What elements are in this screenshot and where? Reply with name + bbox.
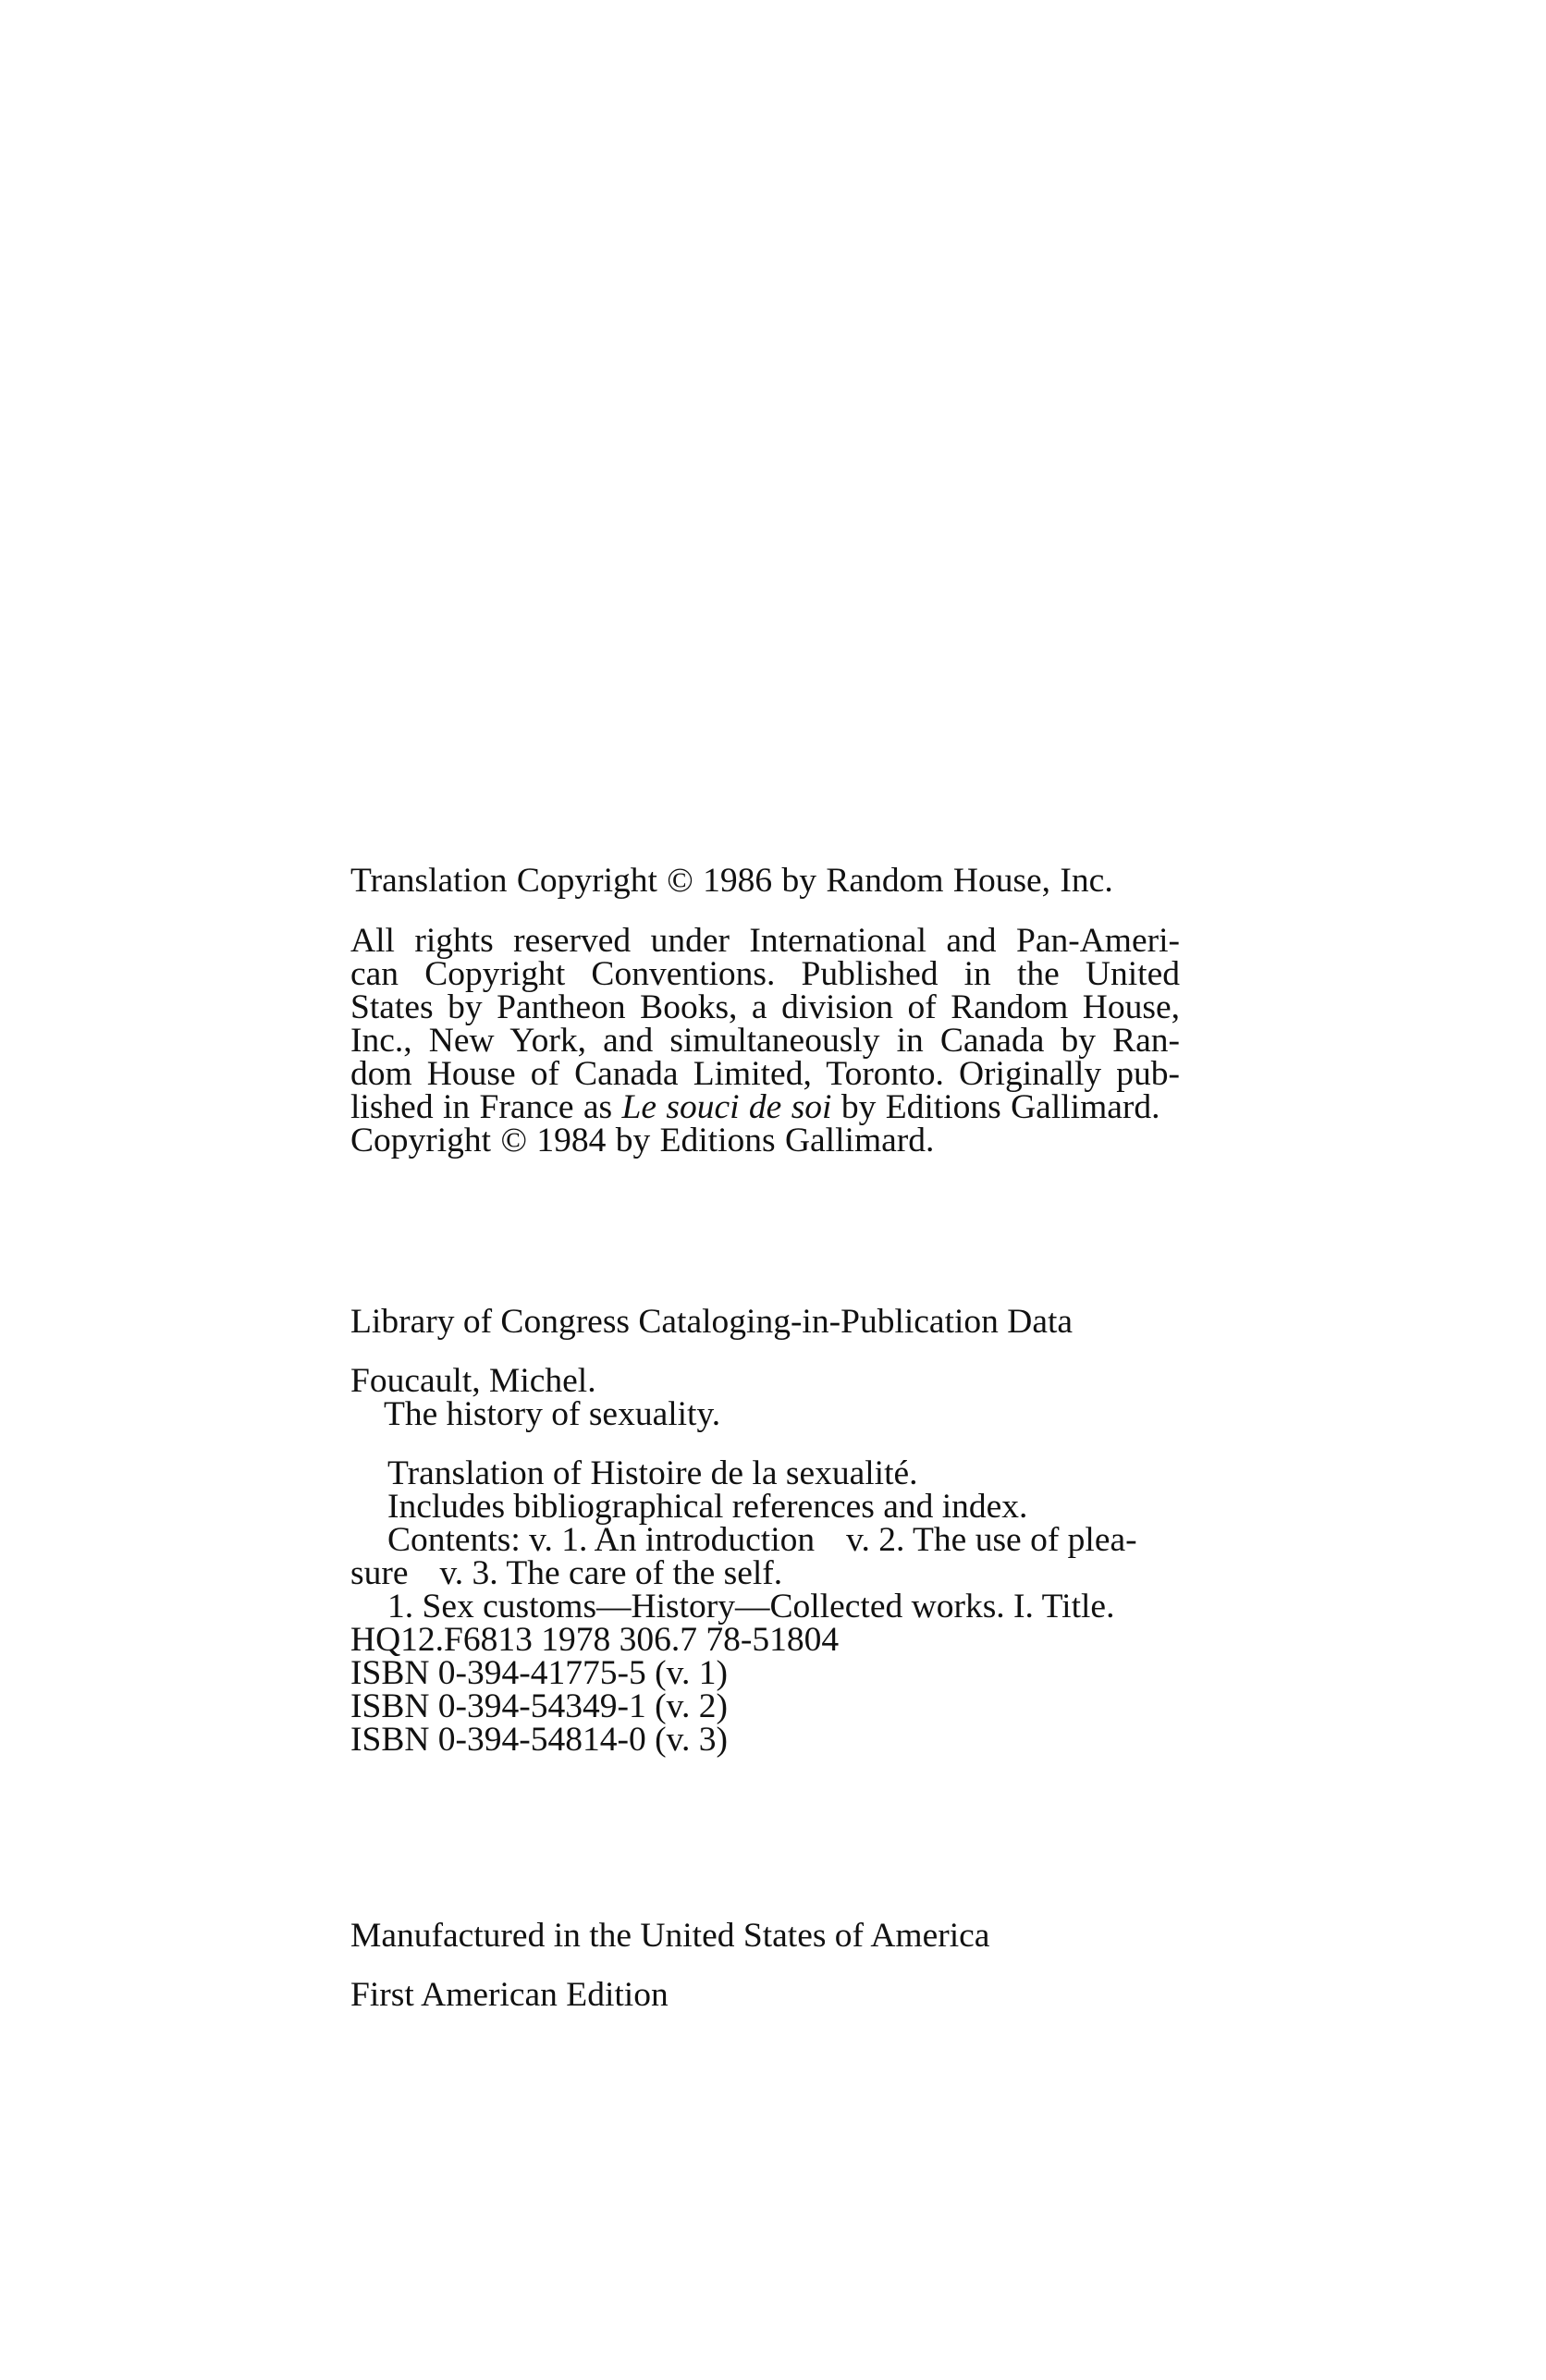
cip-author: Foucault, Michel.	[350, 1362, 596, 1400]
isbn-v3: ISBN 0-394-54814-0 (v. 3)	[350, 1721, 728, 1759]
rights-line-1: All rights reserved under International and Pan-Ameri-	[350, 922, 1180, 960]
cip-note-bibliography: Includes bibliographical references and index.	[387, 1488, 1028, 1526]
cip-heading: Library of Congress Cataloging-in-Publication Data	[350, 1303, 1074, 1341]
translation-copyright: Translation Copyright © 1986 by Random House, Inc.	[350, 862, 1113, 900]
cip-subject: 1. Sex customs—History—Collected works. I. Title.	[387, 1588, 1115, 1626]
manufactured-line: Manufactured in the United States of America	[350, 1917, 990, 1955]
original-copyright: Copyright © 1984 by Editions Gallimard.	[350, 1122, 935, 1159]
french-title: Le souci de soi	[621, 1088, 832, 1126]
cip-note-translation: Translation of Histoire de la sexualité.	[387, 1454, 918, 1492]
rights-line-6	[350, 1089, 1160, 1126]
cip-title: The history of sexuality.	[384, 1395, 721, 1433]
rights-line-3: States by Pantheon Books, a division of Random House,	[350, 988, 1180, 1026]
contents-v1: Contents: v. 1. An introduction	[387, 1521, 816, 1559]
edition-line: First American Edition	[350, 1976, 669, 2014]
isbn-v2: ISBN 0-394-54349-1 (v. 2)	[350, 1687, 728, 1725]
isbn-v1: ISBN 0-394-41775-5 (v. 1)	[350, 1654, 728, 1692]
rights-line-4: Inc., New York, and simultaneously in Canada by Ran-	[350, 1022, 1180, 1060]
cip-contents-cont	[350, 1555, 782, 1592]
cip-contents-line	[387, 1522, 1180, 1559]
france-prefix: lished in France as	[350, 1088, 622, 1126]
rights-line-5: dom House of Canada Limited, Toronto. Originally pub-	[350, 1055, 1180, 1093]
rights-line-2: can Copyright Conventions. Published in the United	[350, 955, 1180, 993]
cip-call-number: HQ12.F6813 1978 306.7 78-51804	[350, 1621, 840, 1659]
contents-v2: v. 2. The use of plea-	[846, 1521, 1137, 1559]
contents-cont: sure	[350, 1554, 409, 1592]
contents-v3: v. 3. The care of the self.	[439, 1554, 783, 1592]
france-suffix: by Editions Gallimard.	[831, 1088, 1160, 1126]
